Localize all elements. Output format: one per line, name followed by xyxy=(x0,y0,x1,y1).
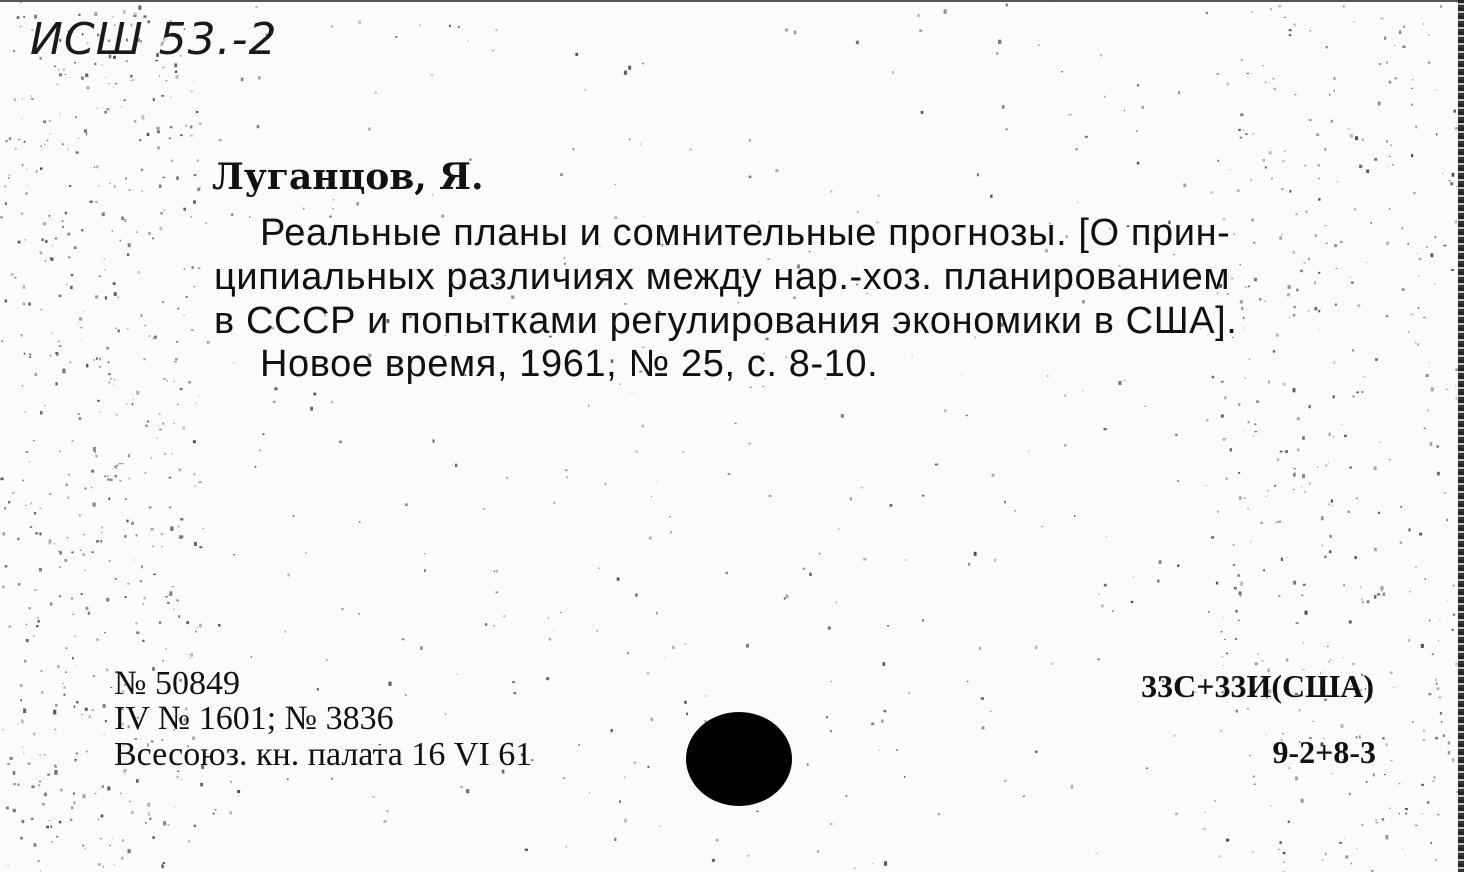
title-line-2: ципиальных различиях между нар.-хоз. планированием xyxy=(214,256,1231,298)
issue-info: IV № 1601; № 3836 xyxy=(114,700,394,737)
classification-code: 33С+33И(США) xyxy=(1141,668,1374,704)
record-number: № 50849 xyxy=(114,665,240,702)
title-line-3: в СССР и попытками регулирования экономики в США]. xyxy=(214,300,1238,342)
right-edge xyxy=(1458,0,1464,872)
source-citation: Новое время, 1961, № 25, с. 8-10. xyxy=(260,343,879,385)
title-line-1: Реальные планы и сомнительные прогнозы. [О прин- xyxy=(260,212,1231,254)
punch-hole xyxy=(686,712,792,806)
registry-line: Всесоюз. кн. палата 16 VI 61 xyxy=(114,736,533,773)
classification-secondary: 9-2+8-3 xyxy=(1272,734,1376,770)
top-edge xyxy=(0,0,1464,2)
author-name: Луганцов, Я. xyxy=(212,156,484,198)
handwritten-shelf-code: ИСШ 53.-2 xyxy=(30,14,278,65)
